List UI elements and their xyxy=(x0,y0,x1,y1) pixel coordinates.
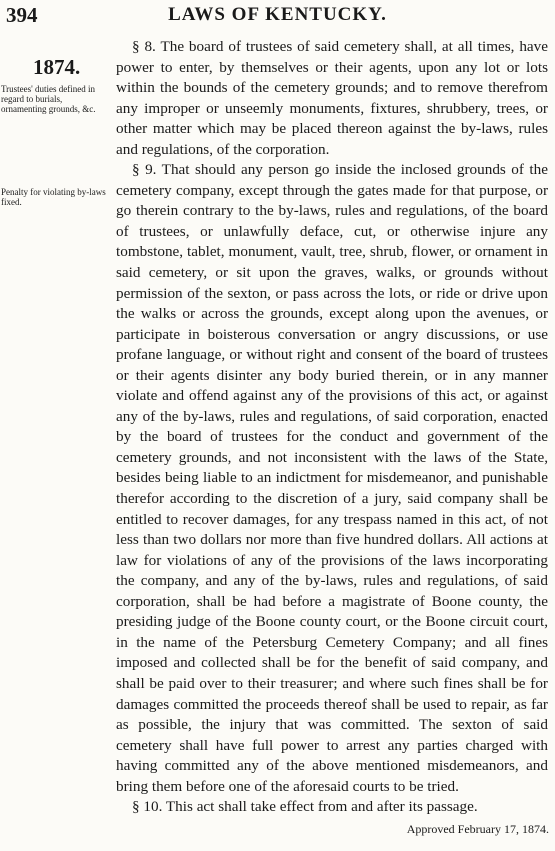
running-head: LAWS OF KENTUCKY. xyxy=(168,4,387,25)
section-9: § 9. That should any person go inside the inclosed grounds of the cemetery company, except through the gates made for that purpose, or go therein contrary to the by-laws, rules and regulations, of the board of trustees, or unlawfully deface, cut, or otherwise injure any tombstone, tablet, monument, vault, tree, shrub, flower, or ornament in said cemetery, or sit upon the graves, walks, or grounds without permission of the sexton, or pass across the lots, or ride or drive upon the walks or across the grounds, except along upon the avenues, or participate in boisterous conversation or angry discussions, or use profane language, or without right and consent of the board of trustees or their agents disinter any body buried therein, or in any manner violate and offend against any of the provisions of this act, or against any of the by-laws, rules and regulations, of said corporation, enacted by the board of trustees for the conduct and government of the cemetery grounds, and not inconsistent with the laws of the State, besides being liable to an indictment for misdemeanor, and punishable therefor according to the discretion of a jury, said company shall be entitled to recover damages, for any trespass named in this act, of not less than two dollars nor more than five hundred dollars. All actions at law for violations of any of the provisions of the laws incorporating the company, and any of the by-laws, rules and regulations, of said corporation, shall be had before a magistrate of Boone county, the presiding judge of the Boone county court, or the Boone circuit court, in the name of the Petersburg Cemetery Company; and all fines imposed and collected shall be for the benefit of said company, and shall be paid over to their treasurer; and where such fines shall be for damages committed the proceeds thereof shall be used to repair, as far as possible, the injury that was committed. The sexton of said cemetery shall have full power to arrest any parties charged with having committed any of the above mentioned misdemeanors, and bring them before one of the aforesaid courts to be tried. xyxy=(116,161,548,795)
margin-note-penalty: Penalty for violating by-laws fixed. xyxy=(1,187,106,207)
section-8: § 8. The board of trustees of said cemetery shall, at all times, have power to enter, by themselves or their agents, upon any lot or lots within the bounds of the cemetery grounds; and to remove therefrom any improper or unseemly monuments, fixtures, shrubbery, trees, or other matter which may be placed thereon against the by-laws, rules and regulations, of the corporation. xyxy=(116,38,548,158)
statute-body xyxy=(116,37,548,818)
approval-line: Approved February 17, 1874. xyxy=(406,822,549,836)
year-marker: 1874. xyxy=(33,55,81,79)
margin-note-trustees-duties: Trustees' duties defined in regard to burials, ornamenting grounds, &c. xyxy=(1,84,96,114)
page-number: 394 xyxy=(6,3,38,27)
section-10: § 10. This act shall take effect from and after its passage. xyxy=(132,798,478,816)
